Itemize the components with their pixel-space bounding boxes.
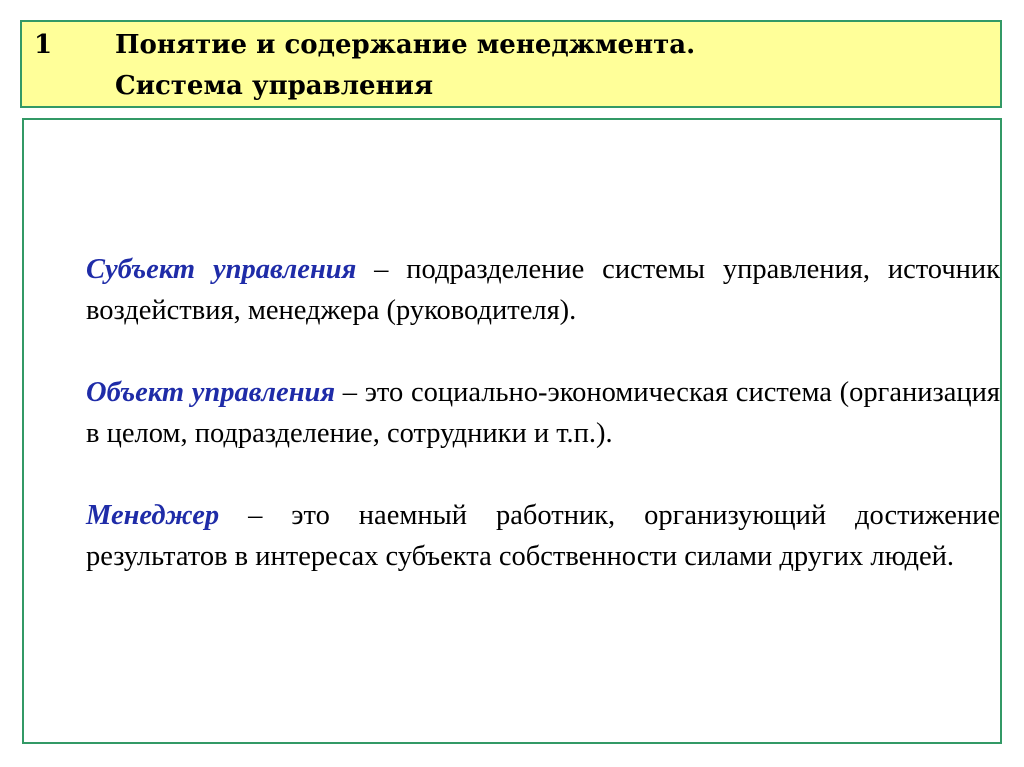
slide-title-line-1: Понятие и содержание менеджмента. <box>115 30 696 60</box>
definition-term: Объект управления <box>86 377 336 408</box>
definition-term: Менеджер <box>86 500 220 531</box>
definition-term: Субъект управления <box>86 254 357 285</box>
definition-text: – подразделение системы управления, источник воздействия, менеджера (руководителя). <box>86 254 1001 326</box>
definition-text: – это социально-экономическая система (организация в целом, подразделение, сотрудники и т.п.). <box>86 377 1000 449</box>
definition-object <box>86 372 1000 454</box>
content-box <box>22 118 1002 744</box>
section-number: 1 <box>34 30 53 60</box>
slide-title-line-2: Система управления <box>115 71 434 101</box>
definition-text: – это наемный работник, организующий достижение результатов в интересах субъекта собственности силами других людей. <box>86 500 1000 572</box>
definition-manager <box>86 495 1000 577</box>
title-box <box>20 20 1002 108</box>
definition-subject <box>86 249 1000 331</box>
